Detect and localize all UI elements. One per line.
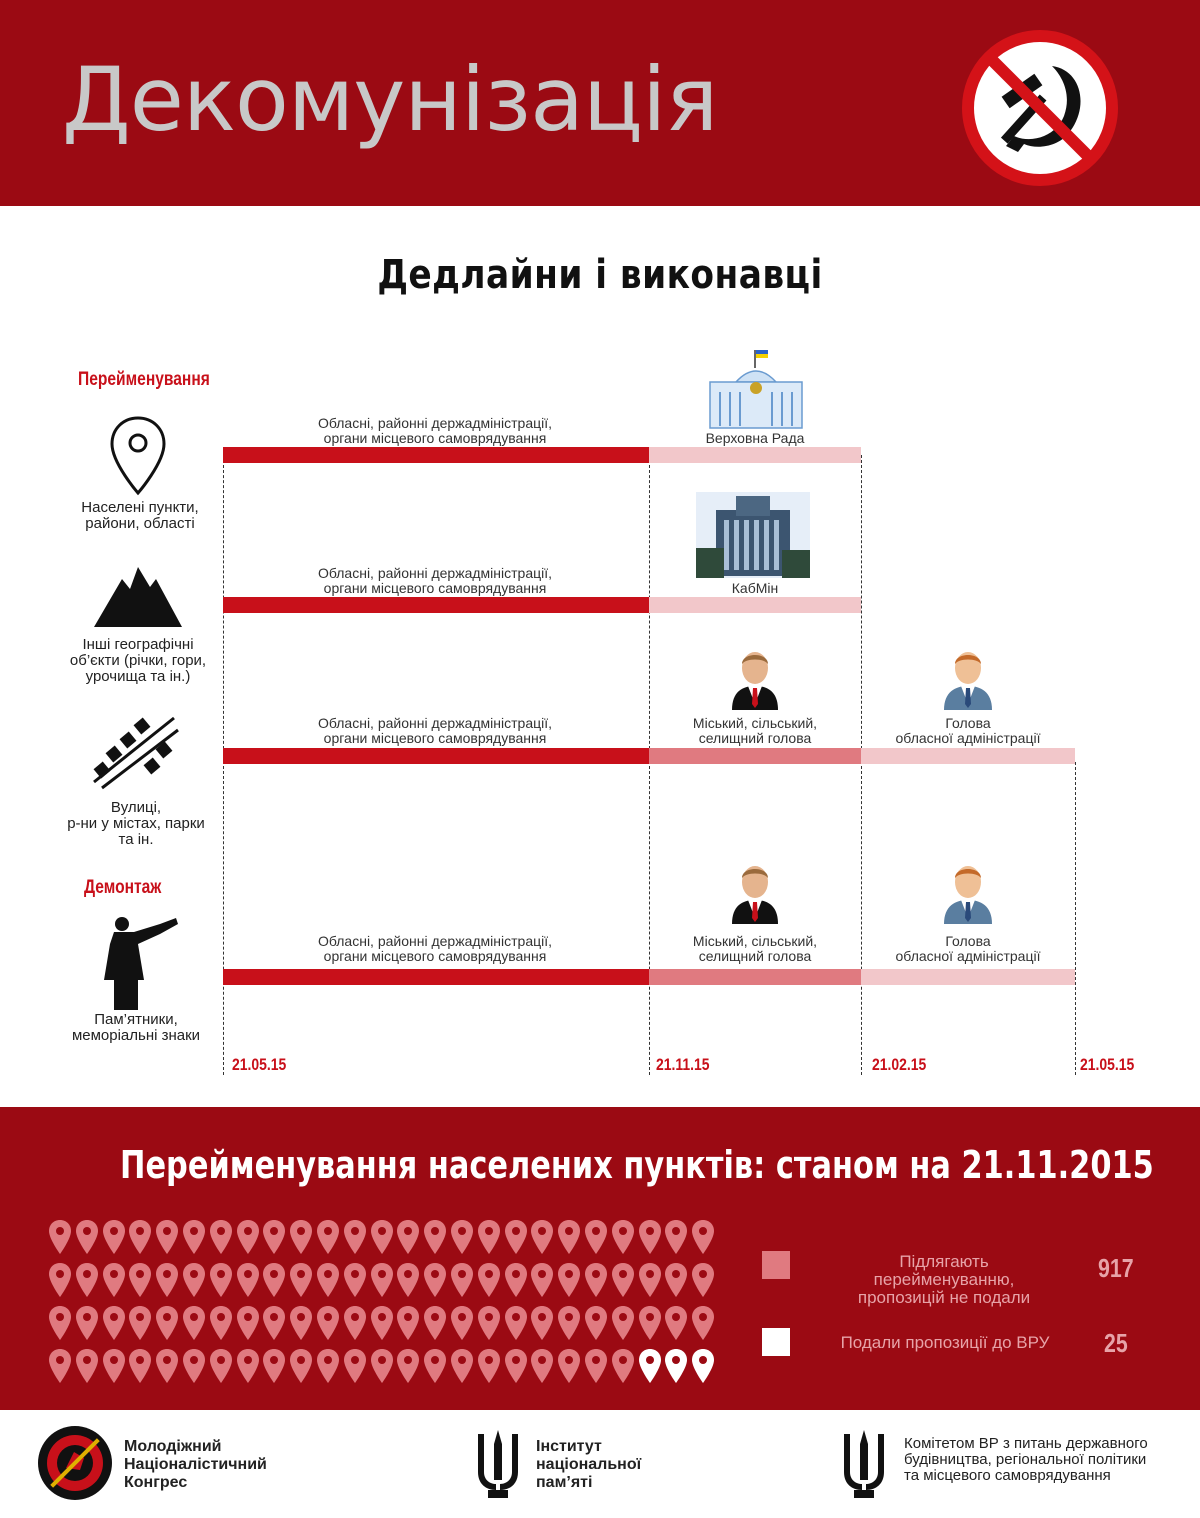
- row4-stage3-label: Голова обласної адміністрації: [895, 933, 1041, 964]
- pin-not-submitted-icon: [316, 1305, 340, 1341]
- pin-not-submitted-icon: [236, 1305, 260, 1341]
- legend-label-submitted: Подали пропозиції до ВРУ: [840, 1333, 1050, 1352]
- pin-not-submitted-icon: [75, 1305, 99, 1341]
- pin-not-submitted-icon: [182, 1262, 206, 1298]
- pin-not-submitted-icon: [289, 1262, 313, 1298]
- pin-not-submitted-icon: [477, 1262, 501, 1298]
- pin-not-submitted-icon: [128, 1262, 152, 1298]
- pin-not-submitted-icon: [316, 1348, 340, 1384]
- header-banner: [0, 0, 1200, 206]
- pin-not-submitted-icon: [504, 1262, 528, 1298]
- pin-not-submitted-icon: [664, 1219, 688, 1255]
- row4-bar-stage1: [223, 969, 649, 985]
- row2-stage2-label: КабМін: [731, 580, 779, 596]
- page-title: Декомунізація: [62, 48, 718, 151]
- congress-emblem-icon: [36, 1424, 114, 1502]
- date-label-1: 21.05.15: [232, 1055, 287, 1074]
- pin-not-submitted-icon: [611, 1262, 635, 1298]
- pin-not-submitted-icon: [557, 1219, 581, 1255]
- pin-not-submitted-icon: [477, 1219, 501, 1255]
- object-caption-geography: Інші географічні об’єкти (річки, гори, урочища та ін.): [69, 636, 207, 685]
- pin-not-submitted-icon: [128, 1348, 152, 1384]
- pin-not-submitted-icon: [370, 1305, 394, 1341]
- footer-org-1: Молодіжний Націоналістичний Конгрес: [124, 1438, 267, 1491]
- trident-icon: [840, 1428, 888, 1500]
- pin-not-submitted-icon: [316, 1219, 340, 1255]
- pin-not-submitted-icon: [638, 1219, 662, 1255]
- pin-not-submitted-icon: [557, 1305, 581, 1341]
- pin-not-submitted-icon: [611, 1219, 635, 1255]
- pin-not-submitted-icon: [236, 1262, 260, 1298]
- pin-submitted-icon: [691, 1348, 715, 1384]
- mountains-icon: [92, 565, 184, 629]
- pin-not-submitted-icon: [370, 1348, 394, 1384]
- pin-not-submitted-icon: [128, 1305, 152, 1341]
- pin-not-submitted-icon: [343, 1219, 367, 1255]
- pin-not-submitted-icon: [155, 1262, 179, 1298]
- pin-not-submitted-icon: [48, 1348, 72, 1384]
- pin-not-submitted-icon: [504, 1348, 528, 1384]
- pin-not-submitted-icon: [477, 1305, 501, 1341]
- pin-not-submitted-icon: [102, 1348, 126, 1384]
- stats-band: [0, 1107, 1200, 1410]
- pin-not-submitted-icon: [182, 1219, 206, 1255]
- pin-not-submitted-icon: [530, 1262, 554, 1298]
- deadline-line-4: [1075, 762, 1076, 1075]
- date-label-2: 21.11.15: [656, 1055, 710, 1074]
- mayor-person-icon: [728, 648, 782, 710]
- pin-not-submitted-icon: [664, 1305, 688, 1341]
- pin-not-submitted-icon: [102, 1262, 126, 1298]
- pin-not-submitted-icon: [450, 1219, 474, 1255]
- pin-not-submitted-icon: [155, 1348, 179, 1384]
- row3-stage1-label: Обласні, районні держадміністрації, органи місцевого самоврядування: [317, 715, 553, 746]
- object-caption-monuments: Пам’ятники, меморіальні знаки: [71, 1011, 201, 1044]
- pin-not-submitted-icon: [638, 1305, 662, 1341]
- pin-not-submitted-icon: [209, 1262, 233, 1298]
- row3-bar-stage3: [861, 748, 1075, 764]
- footer: [0, 1410, 1200, 1518]
- footer-org-3: Комітетом ВР з питань державного будівництва, регіональної політики та місцевого самоврядування: [904, 1435, 1148, 1484]
- pin-not-submitted-icon: [423, 1262, 447, 1298]
- pin-not-submitted-icon: [611, 1305, 635, 1341]
- row1-bar-stage1: [223, 447, 649, 463]
- legend-value-submitted: 25: [1104, 1328, 1128, 1358]
- pin-not-submitted-icon: [289, 1219, 313, 1255]
- pin-not-submitted-icon: [262, 1305, 286, 1341]
- pin-not-submitted-icon: [236, 1348, 260, 1384]
- pin-not-submitted-icon: [557, 1262, 581, 1298]
- category-renaming: Перейменування: [78, 369, 210, 390]
- pin-not-submitted-icon: [236, 1219, 260, 1255]
- pin-not-submitted-icon: [182, 1348, 206, 1384]
- pin-row: [48, 1262, 728, 1305]
- pin-not-submitted-icon: [450, 1348, 474, 1384]
- pin-not-submitted-icon: [343, 1262, 367, 1298]
- object-caption-streets: Вулиці, р-ни у містах, парки та ін.: [67, 799, 205, 848]
- map-pin-icon: [108, 415, 168, 497]
- pin-not-submitted-icon: [48, 1219, 72, 1255]
- pin-not-submitted-icon: [289, 1305, 313, 1341]
- pin-not-submitted-icon: [102, 1219, 126, 1255]
- pin-submitted-icon: [638, 1348, 662, 1384]
- pin-submitted-icon: [664, 1348, 688, 1384]
- footer-org-2: Інститут національної пам’яті: [536, 1438, 642, 1491]
- pin-not-submitted-icon: [557, 1348, 581, 1384]
- row2-bar-stage2: [649, 597, 861, 613]
- pin-not-submitted-icon: [477, 1348, 501, 1384]
- legend-swatch-not-submitted: [762, 1251, 790, 1279]
- row4-stage2-label: Міський, сільський, селищний голова: [692, 933, 818, 964]
- parliament-building-icon: [706, 348, 806, 430]
- pin-not-submitted-icon: [102, 1305, 126, 1341]
- pin-not-submitted-icon: [75, 1262, 99, 1298]
- row1-bar-stage2: [649, 447, 861, 463]
- pin-not-submitted-icon: [450, 1305, 474, 1341]
- pin-not-submitted-icon: [155, 1305, 179, 1341]
- pin-not-submitted-icon: [396, 1219, 420, 1255]
- no-communism-sign-icon: [960, 28, 1120, 188]
- governor-person-icon: [940, 648, 996, 710]
- pin-not-submitted-icon: [48, 1262, 72, 1298]
- pin-row: [48, 1348, 728, 1391]
- row1-stage1-label: Обласні, районні держадміністрації, органи місцевого самоврядування: [317, 415, 553, 446]
- pin-not-submitted-icon: [691, 1219, 715, 1255]
- monument-icon: [100, 914, 182, 1010]
- pin-not-submitted-icon: [75, 1219, 99, 1255]
- pin-grid: [48, 1219, 728, 1391]
- row3-stage3-label: Голова обласної адміністрації: [895, 715, 1041, 746]
- pin-not-submitted-icon: [584, 1219, 608, 1255]
- pin-not-submitted-icon: [182, 1305, 206, 1341]
- pin-not-submitted-icon: [289, 1348, 313, 1384]
- pin-not-submitted-icon: [209, 1219, 233, 1255]
- object-caption-settlements: Населені пункти, райони, області: [81, 499, 199, 532]
- pin-not-submitted-icon: [370, 1262, 394, 1298]
- pin-not-submitted-icon: [530, 1305, 554, 1341]
- pin-not-submitted-icon: [262, 1348, 286, 1384]
- pin-not-submitted-icon: [262, 1219, 286, 1255]
- legend-label-not-submitted: Підлягають перейменуванню, пропозицій не подали: [857, 1252, 1031, 1307]
- pin-not-submitted-icon: [155, 1219, 179, 1255]
- row4-bar-stage2: [649, 969, 861, 985]
- row4-bar-stage3: [861, 969, 1075, 985]
- date-label-3: 21.02.15: [872, 1055, 927, 1074]
- pin-not-submitted-icon: [316, 1262, 340, 1298]
- governor-person-icon: [940, 862, 996, 924]
- pin-not-submitted-icon: [396, 1305, 420, 1341]
- mayor-person-icon: [728, 862, 782, 924]
- pin-not-submitted-icon: [664, 1262, 688, 1298]
- pin-not-submitted-icon: [262, 1262, 286, 1298]
- row2-stage1-label: Обласні, районні держадміністрації, органи місцевого самоврядування: [317, 565, 553, 596]
- row4-stage1-label: Обласні, районні держадміністрації, органи місцевого самоврядування: [317, 933, 553, 964]
- pin-not-submitted-icon: [504, 1305, 528, 1341]
- pin-not-submitted-icon: [370, 1219, 394, 1255]
- pin-not-submitted-icon: [611, 1348, 635, 1384]
- stats-title: Перейменування населених пунктів: станом на 21.11.2015: [120, 1143, 1154, 1187]
- pin-not-submitted-icon: [530, 1219, 554, 1255]
- pin-not-submitted-icon: [691, 1305, 715, 1341]
- streets-icon: [92, 714, 180, 790]
- pin-not-submitted-icon: [584, 1262, 608, 1298]
- pin-not-submitted-icon: [584, 1305, 608, 1341]
- trident-icon: [474, 1428, 522, 1500]
- pin-not-submitted-icon: [504, 1219, 528, 1255]
- legend-value-not-submitted: 917: [1098, 1253, 1134, 1283]
- pin-not-submitted-icon: [209, 1305, 233, 1341]
- row2-bar-stage1: [223, 597, 649, 613]
- category-dismantling: Демонтаж: [84, 877, 162, 898]
- pin-not-submitted-icon: [423, 1305, 447, 1341]
- pin-not-submitted-icon: [396, 1348, 420, 1384]
- row1-stage2-label: Верховна Рада: [705, 430, 805, 446]
- pin-not-submitted-icon: [691, 1262, 715, 1298]
- pin-not-submitted-icon: [423, 1348, 447, 1384]
- pin-not-submitted-icon: [128, 1219, 152, 1255]
- pin-not-submitted-icon: [584, 1348, 608, 1384]
- government-building-icon: [696, 492, 810, 578]
- pin-not-submitted-icon: [450, 1262, 474, 1298]
- row3-bar-stage2: [649, 748, 861, 764]
- pin-not-submitted-icon: [530, 1348, 554, 1384]
- date-label-4: 21.05.15: [1080, 1055, 1135, 1074]
- pin-not-submitted-icon: [75, 1348, 99, 1384]
- pin-not-submitted-icon: [343, 1305, 367, 1341]
- pin-row: [48, 1305, 728, 1348]
- section-title: Дедлайни і виконавці: [377, 252, 823, 298]
- legend-swatch-submitted: [762, 1328, 790, 1356]
- row3-stage2-label: Міський, сільський, селищний голова: [692, 715, 818, 746]
- pin-not-submitted-icon: [396, 1262, 420, 1298]
- row3-bar-stage1: [223, 748, 649, 764]
- pin-not-submitted-icon: [343, 1348, 367, 1384]
- pin-not-submitted-icon: [48, 1305, 72, 1341]
- pin-not-submitted-icon: [209, 1348, 233, 1384]
- pin-row: [48, 1219, 728, 1262]
- pin-not-submitted-icon: [638, 1262, 662, 1298]
- pin-not-submitted-icon: [423, 1219, 447, 1255]
